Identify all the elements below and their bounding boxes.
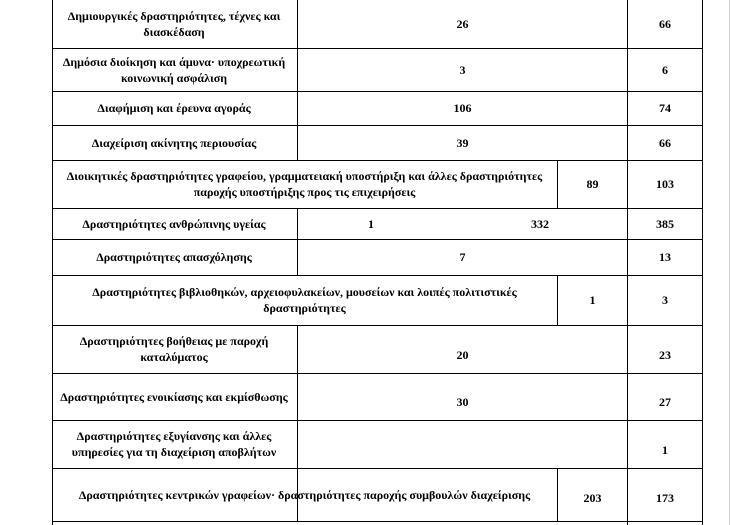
table-cell-total: 23 [659,348,671,362]
table-row-label: Δημιουργικές δραστηριότητες, τέχνες και διασκέδαση [67,9,281,39]
table-border-left [52,0,53,525]
table-cell-value: 30 [456,395,469,409]
table-row-label: Δραστηριότητες ανθρώπινης υγείας [82,216,266,231]
table-cell-value: 1 [368,216,374,231]
table-cell-value: 3 [459,62,466,77]
table-cell-total: 3 [662,293,668,307]
col-border [297,208,298,239]
table-row-label: Δραστηριότητες βοήθειας με παροχή καταλύματος [79,334,269,364]
table-row-label: Διαχείριση ακίνητης περιουσίας [91,135,257,150]
table-cell-value: 332 [531,216,549,231]
table-cell-value: 39 [456,135,469,150]
table-cell-total: 173 [656,491,674,505]
table-cell-total: 1 [662,443,668,457]
table-cell-total: 66 [659,135,671,150]
table-cell-total: 74 [659,101,671,115]
table-cell-value: 89 [586,177,599,191]
table-cell-total: 66 [659,17,671,31]
table-border-right [702,0,703,525]
row-border [52,521,702,522]
table-cell-total: 13 [659,250,671,264]
table-cell-total: 385 [656,216,674,231]
table-row-label: Δραστηριότητες βιβλιοθηκών, αρχειοφυλακείων, μουσείων και λοιπές πολιτιστικές δραστηριότητες [92,285,517,315]
table-row-label: Δραστηριότητες κεντρικών γραφείων· δραστηριότητες παροχής συμβουλών διαχείρισης [78,487,531,502]
table-cell-value: 1 [589,293,596,307]
table-cell-value: 7 [459,250,466,264]
table-row-label: Δραστηριότητες ενοικίασης και εκμίσθωσης [60,389,288,404]
table-cell-value: 106 [453,101,472,115]
table-row-label: Δραστηριότητες απασχόλησης [96,250,252,264]
table-row-label: Διοικητικές δραστηριότητες γραφείου, γραμματειακή υποστήριξη και άλλες δραστηριότητες παροχής υποστήριξης προς τις επιχειρήσεις [66,169,543,199]
table-cell-value [298,420,627,468]
table-cell-value: 26 [456,17,469,31]
table-cell-total: 27 [659,395,671,409]
table-row-label: Διαφήμιση και έρευνα αγοράς [97,101,251,115]
table-row-label: Δημόσια διοίκηση και άμυνα· υποχρεωτική κοινωνική ασφάλιση [62,54,286,85]
table-cell-total: 103 [656,177,674,191]
table-cell-value: 20 [456,348,469,362]
table-cell-value: 203 [583,491,602,505]
table-row-label: Δραστηριότητες εξυγίανσης και άλλες υπηρεσίες για τη διαχείριση αποβλήτων [71,429,277,459]
table-cell-total: 6 [662,62,668,77]
